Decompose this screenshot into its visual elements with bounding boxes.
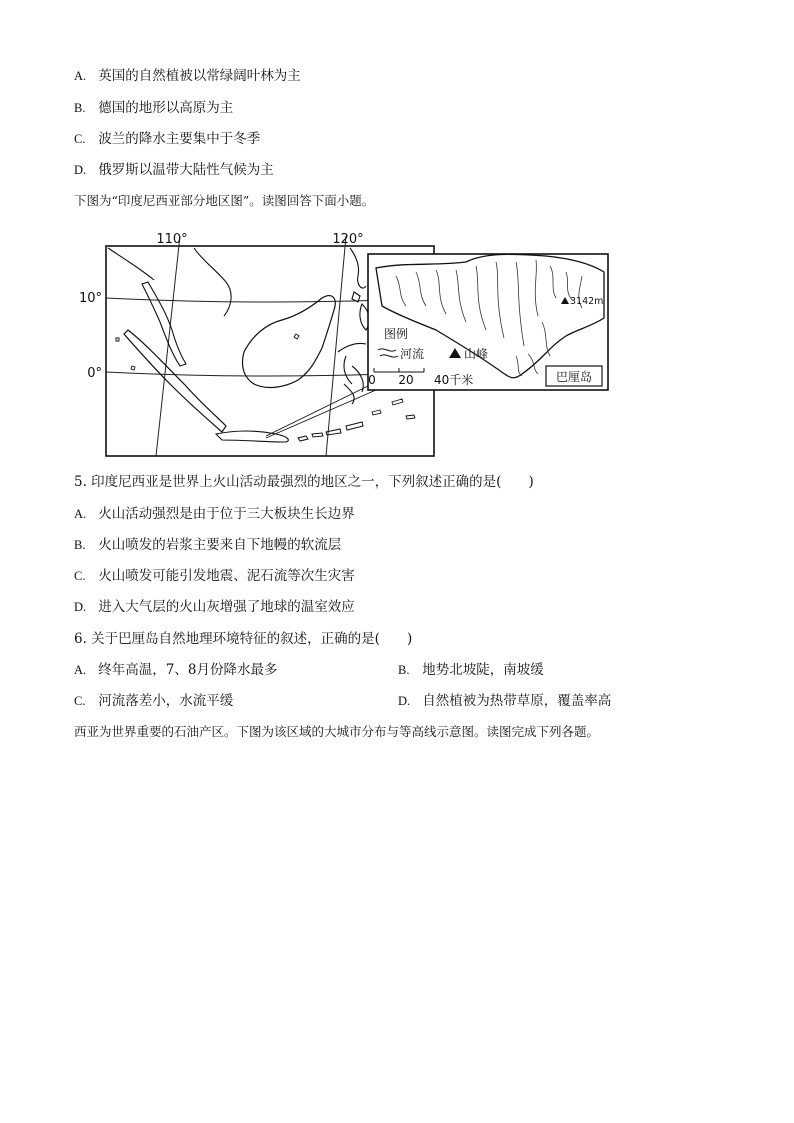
option-text: 进入大气层的火山灰增强了地球的温室效应	[98, 599, 355, 615]
option-label: C.	[74, 132, 86, 146]
indonesia-map	[76, 226, 616, 460]
q6-option-c	[74, 692, 233, 710]
option-label: A.	[74, 69, 87, 83]
lon-110-label: 110°	[156, 232, 188, 247]
lat-0-label: 0°	[87, 366, 102, 381]
option-label: B.	[74, 101, 86, 115]
lat-10-label: 10°	[78, 291, 102, 306]
option-label: A.	[74, 663, 87, 677]
option-text: 火山活动强烈是由于位于三大板块生长边界	[98, 506, 355, 522]
scale-label-0: 0	[368, 373, 376, 387]
option-label: C.	[74, 694, 86, 708]
option-text: 英国的自然植被以常绿阔叶林为主	[98, 68, 301, 84]
q5-stem: 5. 印度尼西亚是世界上火山活动最强烈的地区之一，下列叙述正确的是( )	[74, 474, 534, 490]
legend-peak-label: 山峰	[464, 347, 489, 361]
option-text: 波兰的降水主要集中于冬季	[98, 131, 261, 147]
q5-option-d	[74, 598, 355, 616]
q5-option-a	[74, 505, 355, 523]
option-label: D.	[74, 163, 87, 177]
q4-option-d	[74, 161, 274, 179]
q6-option-d	[398, 692, 611, 710]
option-text: 自然植被为热带草原，覆盖率高	[422, 693, 612, 709]
option-text: 地势北坡陡，南坡缓	[422, 662, 544, 678]
option-label: C.	[74, 569, 86, 583]
q6-option-b	[398, 661, 544, 679]
q4-option-b	[74, 99, 233, 117]
q5-option-c	[74, 567, 355, 585]
option-label: D.	[74, 600, 87, 614]
option-text: 火山喷发的岩浆主要来自下地幔的软流层	[98, 537, 342, 553]
map-intro: 下图为“印度尼西亚部分地区图”。读图回答下面小题。	[74, 193, 375, 208]
q4-option-c	[74, 130, 260, 148]
q5-option-b	[74, 536, 341, 554]
peak-label: 3142m	[570, 296, 604, 307]
legend-title: 图例	[384, 327, 409, 341]
q6-option-a	[74, 661, 277, 679]
option-text: 终年高温，7、8月份降水最多	[98, 662, 278, 678]
option-text: 火山喷发可能引发地震、泥石流等次生灾害	[98, 568, 355, 584]
q4-option-a	[74, 67, 301, 85]
option-label: A.	[74, 507, 87, 521]
scale-label-20: 20	[398, 373, 414, 387]
option-text: 德国的地形以高原为主	[98, 100, 234, 116]
option-label: B.	[398, 663, 410, 677]
legend-river-label: 河流	[400, 347, 425, 361]
island-label: 巴厘岛	[555, 370, 593, 384]
option-label: D.	[398, 694, 411, 708]
scale-label-40: 40千米	[434, 373, 474, 387]
option-text: 河流落差小，水流平缓	[98, 693, 234, 709]
lon-120-label: 120°	[332, 232, 364, 247]
option-label: B.	[74, 538, 86, 552]
q6-stem: 6. 关于巴厘岛自然地理环境特征的叙述，正确的是( )	[74, 631, 413, 647]
next-section-intro: 西亚为世界重要的石油产区。下图为该区域的大城市分布与等高线示意图。读图完成下列各题。	[74, 724, 600, 739]
option-text: 俄罗斯以温带大陆性气候为主	[98, 162, 274, 178]
